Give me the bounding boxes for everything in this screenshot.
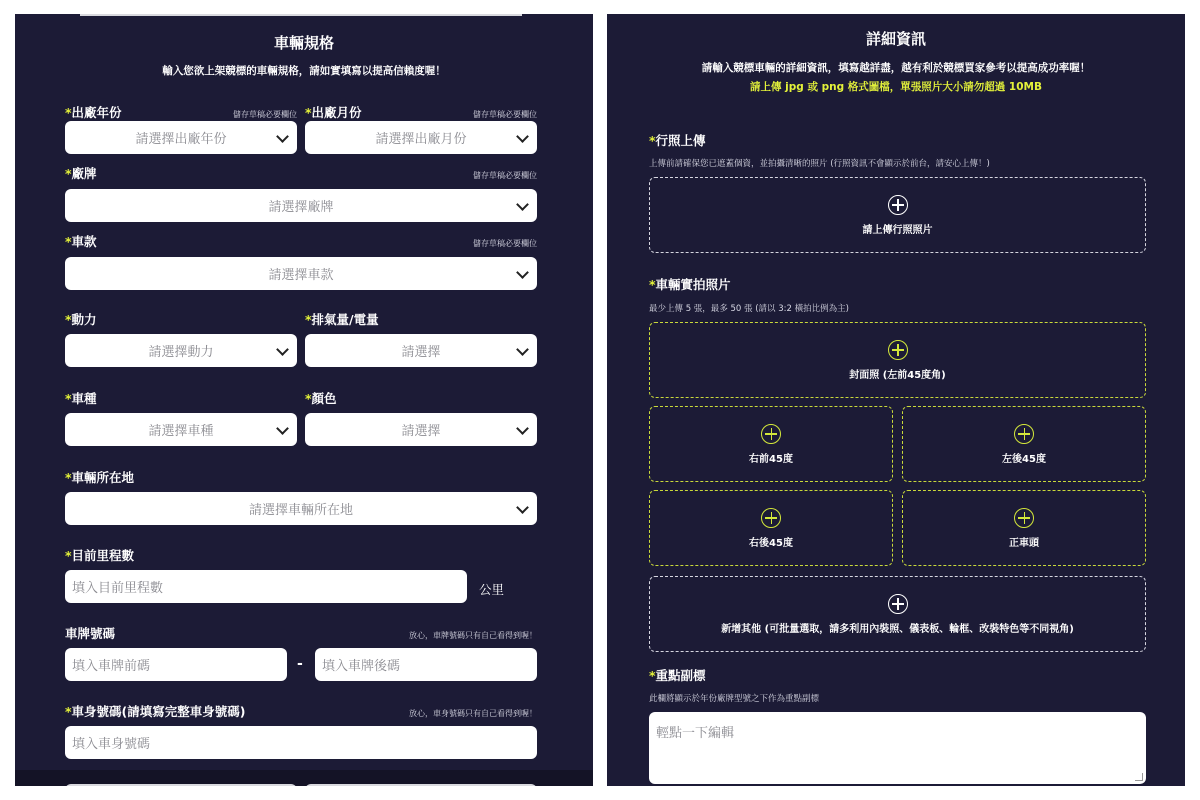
location-select[interactable] bbox=[65, 492, 537, 525]
chevron-down-icon bbox=[276, 343, 289, 356]
detail-info-subtitle: 請輸入競標車輛的詳細資訊，填寫越詳盡，越有利於競標買家參考以提高成功率喔！ bbox=[701, 62, 1091, 74]
rear-left-photo-upload[interactable] bbox=[902, 406, 1146, 482]
highlight-desc: 此欄將顯示於年份廠牌型號之下作為重點副標 bbox=[649, 694, 820, 704]
vin-label: *車身號碼(請填寫完整車身號碼) bbox=[65, 704, 246, 719]
plate-back-placeholder: 填入車牌後碼 bbox=[322, 659, 401, 674]
cover-photo-label: 封面照 (左前45度角) bbox=[849, 369, 946, 381]
brand-draft-hint: 儲存草稿必要欄位 bbox=[473, 171, 537, 180]
rear-right-photo-label: 右後45度 bbox=[749, 537, 793, 549]
displacement-select[interactable] bbox=[305, 334, 537, 367]
power-select-placeholder: 請選擇動力 bbox=[148, 345, 214, 360]
front-photo-upload[interactable] bbox=[902, 490, 1146, 566]
month-select[interactable] bbox=[305, 121, 537, 154]
license-upload-button[interactable] bbox=[649, 177, 1146, 253]
cover-photo-upload[interactable] bbox=[649, 322, 1146, 398]
chevron-down-icon bbox=[516, 198, 529, 211]
displacement-label: *排氣量/電量 bbox=[305, 312, 379, 327]
vehicle-spec-title: 車輛規格 bbox=[273, 34, 334, 52]
chevron-down-icon bbox=[516, 266, 529, 279]
chevron-down-icon bbox=[516, 130, 529, 143]
highlight-textarea[interactable] bbox=[649, 712, 1146, 784]
plate-label: 車牌號碼 bbox=[65, 626, 116, 641]
next-field-edge-right bbox=[305, 784, 537, 786]
vin-input-placeholder: 填入車身號碼 bbox=[72, 737, 151, 752]
front-right-photo-upload[interactable] bbox=[649, 406, 893, 482]
vin-input[interactable] bbox=[65, 726, 537, 759]
mileage-label: *目前里程數 bbox=[65, 548, 135, 563]
photos-label: *車輛實拍照片 bbox=[649, 277, 731, 292]
add-circle-icon bbox=[888, 195, 908, 215]
upload-format-notice: 請上傳 jpg 或 png 格式圖檔，單張照片大小請勿超過 10MB bbox=[750, 81, 1042, 93]
resize-handle-icon[interactable] bbox=[1135, 773, 1143, 781]
chevron-down-icon bbox=[276, 130, 289, 143]
vin-hint: 放心，車身號碼只有自己看得到喔！ bbox=[409, 709, 537, 718]
rear-right-photo-upload[interactable] bbox=[649, 490, 893, 566]
add-circle-icon bbox=[761, 508, 781, 528]
chevron-down-icon bbox=[516, 343, 529, 356]
power-select[interactable] bbox=[65, 334, 297, 367]
color-select[interactable] bbox=[305, 413, 537, 446]
next-field-edge-left bbox=[65, 784, 297, 786]
highlight-textarea-placeholder: 輕點一下編輯 bbox=[656, 726, 735, 741]
model-select[interactable] bbox=[65, 257, 537, 290]
model-label: *車款 bbox=[65, 234, 97, 249]
year-select-placeholder: 請選擇出廠年份 bbox=[135, 132, 227, 147]
add-other-photos-label: 新增其他 (可批量選取，請多利用內裝照、儀表板、輪框、改裝特色等不同視角) bbox=[721, 623, 1074, 635]
highlight-label: *重點副標 bbox=[649, 668, 706, 683]
plate-back-input[interactable] bbox=[315, 648, 537, 681]
model-draft-hint: 儲存草稿必要欄位 bbox=[473, 239, 537, 248]
year-draft-hint: 儲存草稿必要欄位 bbox=[233, 110, 297, 119]
color-select-placeholder: 請選擇 bbox=[401, 424, 441, 439]
add-other-photos-button[interactable] bbox=[649, 576, 1146, 652]
mileage-input[interactable] bbox=[65, 570, 467, 603]
front-photo-label: 正車頭 bbox=[1009, 537, 1039, 549]
chevron-down-icon bbox=[516, 422, 529, 435]
top-divider bbox=[80, 14, 522, 16]
chevron-down-icon bbox=[516, 501, 529, 514]
body-type-select[interactable] bbox=[65, 413, 297, 446]
add-circle-icon bbox=[1014, 508, 1034, 528]
add-circle-icon bbox=[1014, 424, 1034, 444]
detail-info-panel bbox=[607, 14, 1185, 786]
photos-desc: 最少上傳 5 張，最多 50 張 (請以 3:2 橫拍比例為主) bbox=[649, 304, 849, 314]
front-right-photo-label: 右前45度 bbox=[749, 453, 793, 465]
brand-select-placeholder: 請選擇廠牌 bbox=[268, 200, 334, 215]
detail-info-title: 詳細資訊 bbox=[865, 30, 926, 48]
model-select-placeholder: 請選擇車款 bbox=[268, 268, 334, 283]
add-circle-icon bbox=[888, 594, 908, 614]
plate-front-placeholder: 填入車牌前碼 bbox=[72, 659, 151, 674]
mileage-input-placeholder: 填入目前里程數 bbox=[72, 581, 164, 596]
location-select-placeholder: 請選擇車輛所在地 bbox=[248, 503, 353, 518]
rear-left-photo-label: 左後45度 bbox=[1002, 453, 1046, 465]
plate-hint: 放心，車牌號碼只有自己看得到喔！ bbox=[409, 631, 537, 640]
brand-select[interactable] bbox=[65, 189, 537, 222]
plate-front-input[interactable] bbox=[65, 648, 287, 681]
location-label: *車輛所在地 bbox=[65, 470, 135, 485]
vehicle-spec-panel bbox=[15, 14, 593, 786]
body-type-select-placeholder: 請選擇車種 bbox=[148, 424, 214, 439]
month-select-placeholder: 請選擇出廠月份 bbox=[375, 132, 467, 147]
license-desc: 上傳前請確保您已遮蓋個資，並拍攝清晰的照片 (行照資訊不會顯示於前台，請安心上傳！) bbox=[649, 159, 990, 169]
month-draft-hint: 儲存草稿必要欄位 bbox=[473, 110, 537, 119]
license-label: *行照上傳 bbox=[649, 133, 706, 148]
color-label: *顏色 bbox=[305, 391, 337, 406]
license-upload-label: 請上傳行照照片 bbox=[862, 224, 933, 236]
chevron-down-icon bbox=[276, 422, 289, 435]
body-type-label: *車種 bbox=[65, 391, 97, 406]
displacement-select-placeholder: 請選擇 bbox=[401, 345, 441, 360]
year-label: *出廠年份 bbox=[65, 105, 122, 120]
mileage-unit: 公里 bbox=[479, 582, 505, 597]
vehicle-spec-subtitle: 輸入您欲上架競標的車輛規格，請如實填寫以提高信賴度喔！ bbox=[162, 65, 446, 77]
add-circle-icon bbox=[888, 340, 908, 360]
brand-label: *廠牌 bbox=[65, 166, 97, 181]
power-label: *動力 bbox=[65, 312, 97, 327]
add-circle-icon bbox=[761, 424, 781, 444]
plate-separator: - bbox=[297, 656, 303, 672]
month-label: *出廠月份 bbox=[305, 105, 362, 120]
year-select[interactable] bbox=[65, 121, 297, 154]
